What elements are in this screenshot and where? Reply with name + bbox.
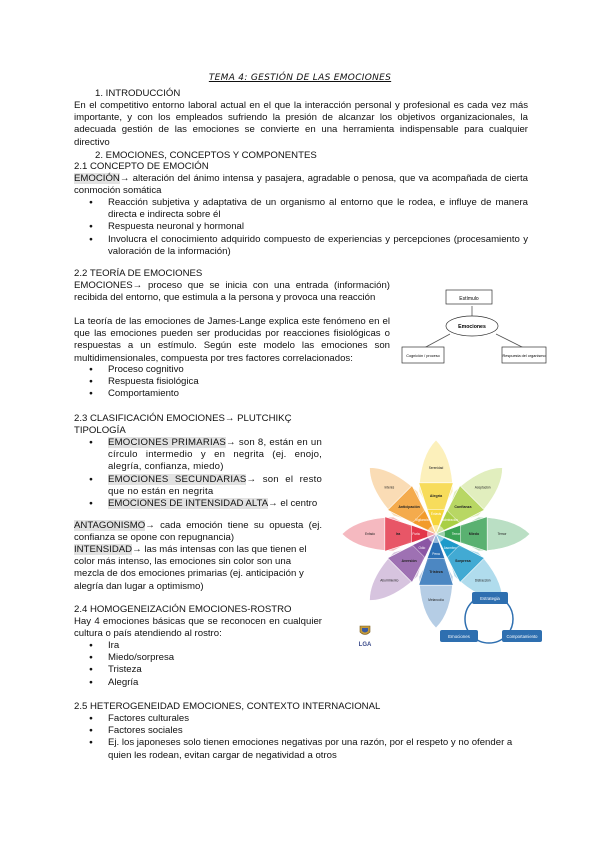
- section-1-body: En el competitivo entorno laboral actual en el que la interacción personal y profesional es cada vez más importante, y con los empleados sufriendo la presión de alcanzar los objetivos organizacionales, la adecuada gestión de las emociones se convierte en una herramienta indispensable para cualquier directivo: [74, 100, 528, 148]
- list-item: ● Factores sociales: [108, 725, 528, 737]
- wheel-label: Melancolía: [428, 598, 444, 602]
- list-item: ● Tristeza: [108, 664, 308, 676]
- emociones-definition-text: → proceso que se inicia con una entrada (información) recibida del entorno, que estimula a la persona y provoca una reacción: [74, 280, 390, 304]
- list-item: [108, 437, 322, 474]
- list-item: ● Comportamiento: [108, 388, 388, 400]
- university-logo: [350, 624, 380, 648]
- wheel-label: Distracción: [474, 578, 491, 583]
- intensidad-text: → las más intensas con las que tienen el color más intenso, las emociones sin color son una mezcla de dos emociones primarias (ej. anticipación y alegría dan lugar a optimismo): [74, 544, 307, 592]
- wheel-label: Anticipación: [398, 505, 420, 510]
- diagram-stimulus-label: Estímulo: [459, 296, 479, 302]
- section-2-1-bullets: [108, 197, 528, 258]
- cycle-node-left-label: Emociones: [448, 634, 470, 639]
- wheel-label: Aceptación: [474, 485, 491, 490]
- list-item: [108, 498, 322, 510]
- diagram-cognition-label: Cognición / proceso: [406, 354, 440, 358]
- section-2-4-heading: 2.4 HOMOGENEIZACIÓN EMOCIONES-ROSTRO: [74, 604, 292, 615]
- wheel-label: Admiración: [442, 517, 459, 522]
- list-item: ● Involucra el conocimiento adquirido compuesto de experiencias y percepciones (procesamiento y valoración de la información): [108, 234, 528, 258]
- diagram-emotions-label: Emociones: [458, 324, 486, 330]
- cycle-node-right-label: Comportamiento: [506, 634, 538, 639]
- tipologia-heading: TIPOLOGÍA: [74, 425, 126, 436]
- section-2-heading: 2. EMOCIONES, CONCEPTOS Y COMPONENTES: [95, 150, 317, 161]
- list-item: ● Reacción subjetiva y adaptativa de un organismo al entorno que le rodea, e influye de manera directa e indirecta sobre él: [108, 197, 528, 221]
- wheel-label: Ira: [395, 532, 401, 536]
- wheel-label: Odio: [418, 546, 426, 551]
- list-item-text: → son el resto que no están en negrita: [108, 473, 322, 497]
- james-lange-diagram: [400, 286, 550, 368]
- section-2-3-bullets: [108, 437, 322, 510]
- section-2-3-heading: 2.3 CLASIFICACIÓN EMOCIONES→ PLUTCHIKÇ: [74, 413, 292, 424]
- emociones-term: EMOCIONES: [74, 280, 133, 291]
- list-item: ● Ej. los japoneses solo tienen emociones negativas por una razón, por el respeto y no ofender a quien les rodean, evitan cargar de negatividad a otros: [108, 737, 528, 761]
- wheel-label: Asombro: [443, 546, 457, 551]
- list-item: ● Alegría: [108, 677, 308, 689]
- section-2-2-definition: [74, 280, 390, 304]
- section-2-5-heading: 2.5 HETEROGENEIDAD EMOCIONES, CONTEXTO INTERNACIONAL: [74, 701, 381, 712]
- list-item-text: → el centro: [268, 498, 318, 510]
- emocion-definition-text: → alteración del ánimo intensa y pasajera, agradable o penosa, que va acompañada de cierta conmoción somática: [74, 173, 528, 197]
- intensidad-term: INTENSIDAD: [74, 544, 133, 555]
- wheel-label: Furia: [412, 532, 420, 536]
- section-2-5-bullets: [108, 713, 528, 762]
- term-secundarias: EMOCIONES SECUNDARIAS: [108, 473, 247, 485]
- wheel-label: Sorpresa: [455, 558, 471, 563]
- section-2-1-heading: 2.1 CONCEPTO DE EMOCIÓN: [74, 161, 209, 172]
- intensidad-paragraph: [74, 544, 324, 593]
- list-item: ● Respuesta fisiológica: [108, 376, 388, 388]
- cycle-diagram: [438, 592, 544, 648]
- list-item: ● Factores culturales: [108, 713, 528, 725]
- list-item-text: → son 8, están en un círculo intermedio y en negrita (ej. enojo, alegría, confianza, miedo): [108, 437, 322, 473]
- james-lange-paragraph: La teoría de las emociones de James-Lange explica este fenómeno en el que las emociones pueden ser producidas por reacciones fisiológicas o respuestas a un estímulo. Según este modelo las emociones son multidimensionales, compuesta por tres factores correlacionados:: [74, 316, 390, 364]
- wheel-label: Terror: [451, 532, 461, 536]
- emocion-term: EMOCIÓN: [74, 173, 120, 184]
- wheel-label: Miedo: [468, 532, 480, 536]
- section-2-4-bullets: [108, 640, 308, 689]
- list-item: ● Proceso cognitivo: [108, 364, 388, 376]
- wheel-label: Éxtasis: [430, 512, 442, 516]
- term-intensidad-alta: EMOCIONES DE INTENSIDAD ALTA: [108, 498, 269, 510]
- wheel-label: Interés: [384, 485, 395, 490]
- term-primarias: EMOCIONES PRIMARIAS: [108, 437, 227, 448]
- antagonismo-text: → cada emoción tiene su opuesta (ej. confianza se opone con repugnancia): [74, 520, 322, 544]
- wheel-label: Tristeza: [429, 570, 443, 574]
- document-title: TEMA 4: GESTIÓN DE LAS EMOCIONES: [208, 73, 392, 83]
- crest-icon: [358, 624, 372, 638]
- cycle-node-top-label: Estrategia: [480, 596, 500, 601]
- list-item: ● Respuesta neuronal y hormonal: [108, 221, 528, 233]
- wheel-label: Vigilancia: [415, 517, 429, 522]
- list-item: [108, 474, 322, 498]
- wheel-label: Temor: [497, 532, 507, 536]
- wheel-label: Serenidad: [428, 466, 444, 470]
- antagonismo-term: ANTAGONISMO: [74, 520, 146, 531]
- list-item: ● Miedo/sorpresa: [108, 652, 308, 664]
- wheel-label: Confianza: [454, 505, 472, 510]
- wheel-label: Alegría: [429, 494, 443, 498]
- antagonismo-paragraph: [74, 520, 322, 544]
- section-2-2-heading: 2.2 TEORÍA DE EMOCIONES: [74, 268, 203, 279]
- list-item: ● Ira: [108, 640, 308, 652]
- section-2-2-bullets: [108, 364, 388, 401]
- wheel-center: [427, 525, 445, 543]
- wheel-label: Aversión: [401, 558, 417, 563]
- wheel-label: Aburrimiento: [380, 578, 399, 583]
- diagram-response-label: Respuesta del organismo: [502, 354, 546, 358]
- emocion-definition: [74, 173, 528, 197]
- logo-text: LGA: [358, 642, 372, 649]
- section-2-4-body: Hay 4 emociones básicas que se reconocen en cualquier cultura o país atendiendo al rostro:: [74, 616, 322, 640]
- section-1-heading: 1. INTRODUCCIÓN: [95, 88, 181, 99]
- wheel-label: Pena: [432, 552, 440, 556]
- wheel-label: Enfado: [364, 532, 376, 536]
